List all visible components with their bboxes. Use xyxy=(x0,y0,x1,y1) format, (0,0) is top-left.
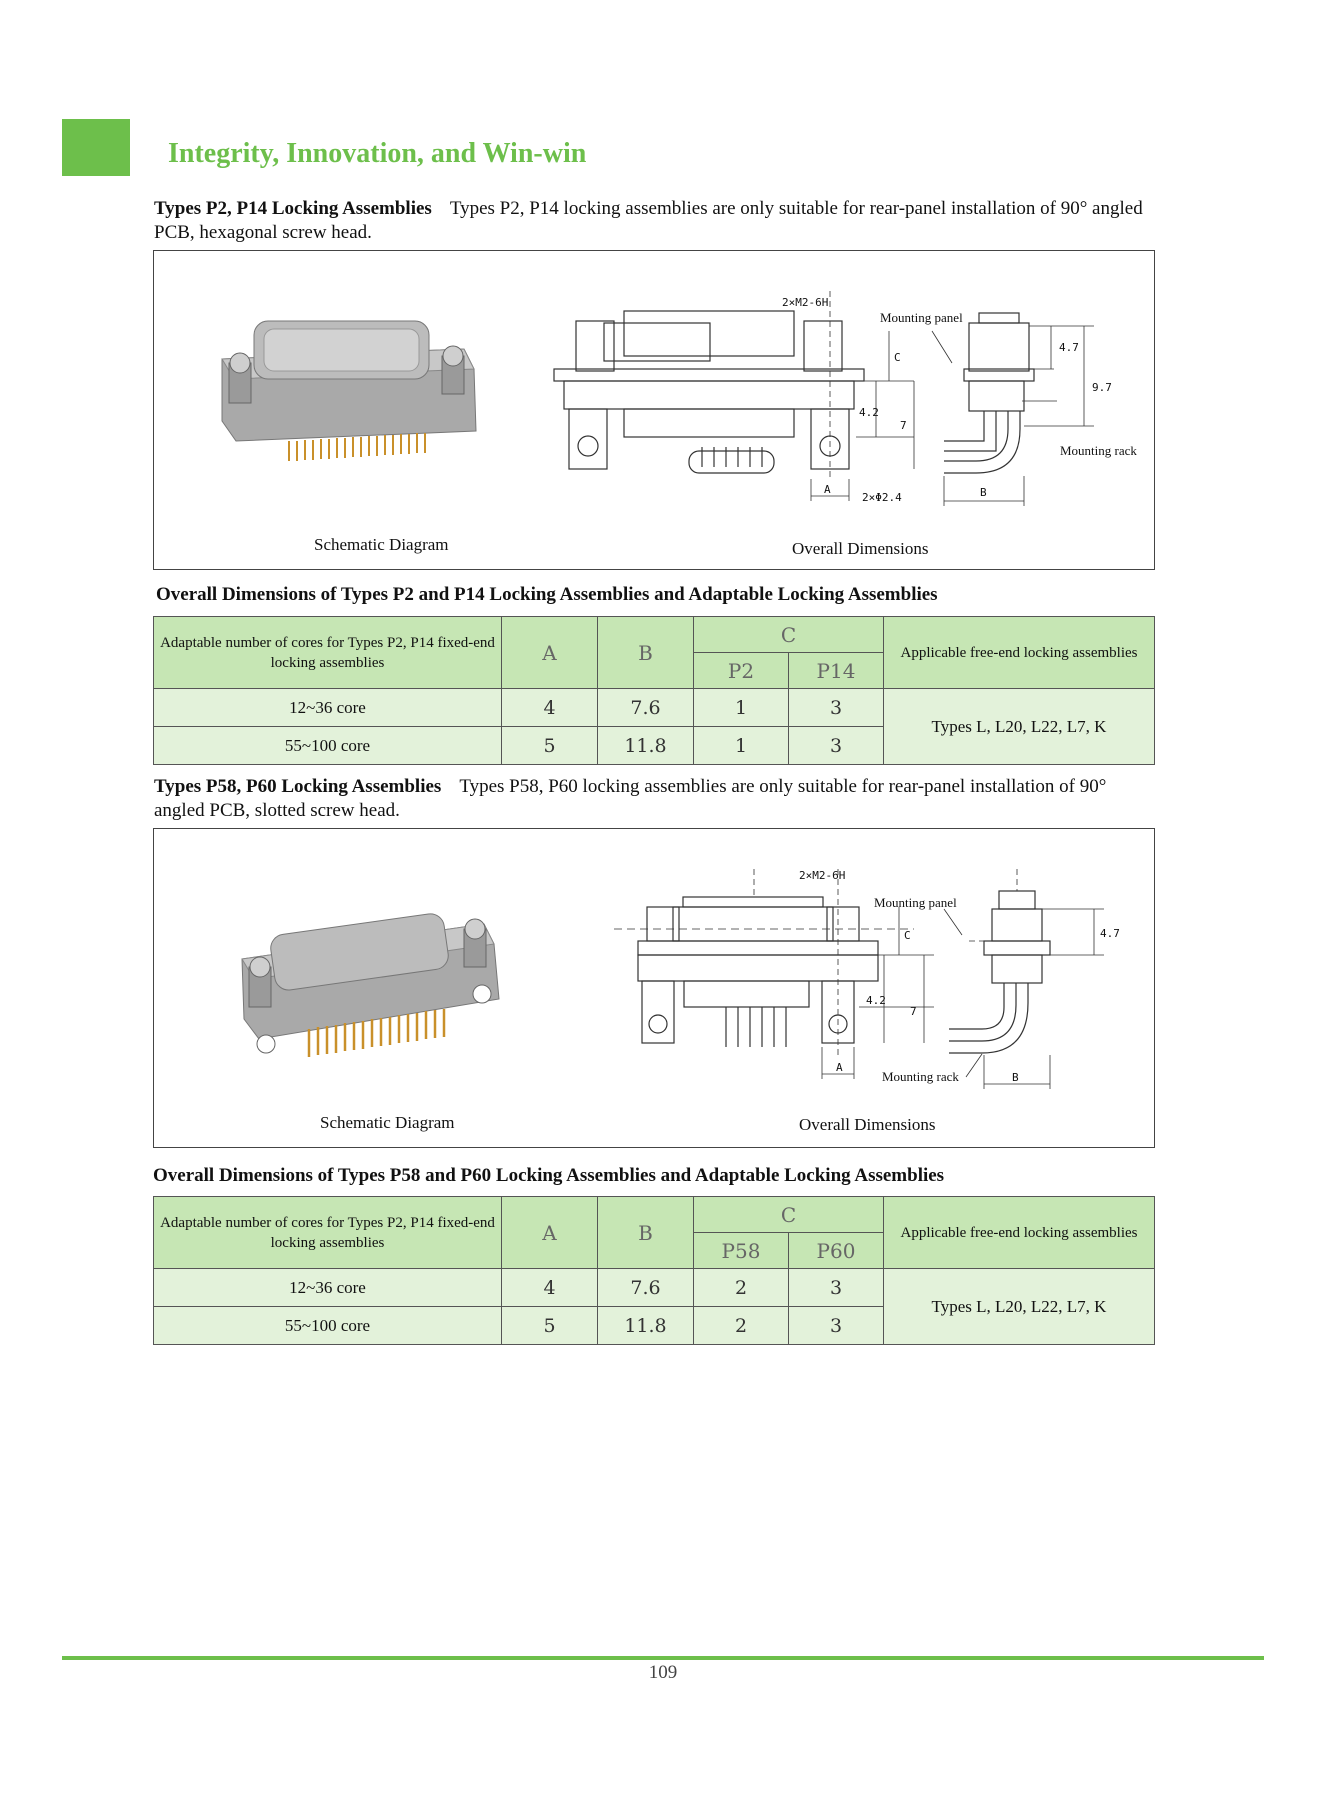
section1-figure xyxy=(153,250,1155,570)
page-header-title: Integrity, Innovation, and Win-win xyxy=(168,138,587,169)
fig2-label-mounting-rack: Mounting rack xyxy=(882,1069,959,1084)
fig1-label-97: 9.7 xyxy=(1092,381,1112,394)
section1-table-title: Overall Dimensions of Types P2 and P14 Locking Assemblies and Adaptable Locking Assemblies xyxy=(156,584,938,605)
section2-intro-text: Types P58, P60 locking assemblies are only suitable for rear-panel installation of 90° angled PCB, slotted screw head. xyxy=(154,776,1107,821)
fig2-caption-dimensions: Overall Dimensions xyxy=(799,1115,936,1134)
fig1-label-mounting-rack: Mounting rack xyxy=(1060,443,1137,458)
table1-row1-c2: 3 xyxy=(789,689,884,727)
fig1-label-a: A xyxy=(824,483,831,496)
table2-row2-c2: 3 xyxy=(789,1307,884,1345)
table1-header-c: C xyxy=(694,617,884,653)
table2-row1-cores: 12~36 core xyxy=(154,1269,502,1307)
fig2-label-47: 4.7 xyxy=(1100,927,1120,940)
table1-row1-b: 7.6 xyxy=(598,689,694,727)
fig2-label-c: C xyxy=(904,929,911,942)
table2-row2-c1: 2 xyxy=(694,1307,789,1345)
section2-intro-title: Types P58, P60 Locking Assemblies xyxy=(154,776,442,797)
table2-header-c2: P60 xyxy=(789,1233,884,1269)
table2-header-a: A xyxy=(502,1197,598,1269)
fig1-label-mounting-panel: Mounting panel xyxy=(880,310,963,325)
table1-row2-b: 11.8 xyxy=(598,727,694,765)
fig1-label-c: C xyxy=(894,351,901,364)
table1-header-c2: P14 xyxy=(789,653,884,689)
table1-row1-cores: 12~36 core xyxy=(154,689,502,727)
fig2-label-42: 4.2 xyxy=(866,994,886,1007)
table1-header-free: Applicable free-end locking assemblies xyxy=(884,617,1155,689)
table2-row1-c2: 3 xyxy=(789,1269,884,1307)
table1-row2-c1: 1 xyxy=(694,727,789,765)
table2-free-end: Types L, L20, L22, L7, K xyxy=(884,1269,1155,1345)
table1-row2-a: 5 xyxy=(502,727,598,765)
section1-figure-drawing xyxy=(154,251,1154,569)
table1-row1-c1: 1 xyxy=(694,689,789,727)
fig1-label-thread: 2×M2-6H xyxy=(782,296,829,309)
connector-illustration xyxy=(222,321,476,461)
fig2-label-7: 7 xyxy=(910,1005,917,1018)
connector-illustration-2 xyxy=(242,912,499,1057)
fig1-label-b: B xyxy=(980,486,987,499)
section1-dimensions-table xyxy=(153,616,1155,765)
section2-dimensions-table xyxy=(153,1196,1155,1345)
header-green-block xyxy=(62,119,130,176)
table2-header-c: C xyxy=(694,1197,884,1233)
fig1-label-47: 4.7 xyxy=(1059,341,1079,354)
table2-header-c1: P58 xyxy=(694,1233,789,1269)
fig2-label-b: B xyxy=(1012,1071,1019,1084)
section2-figure-drawing xyxy=(154,829,1154,1147)
table2-header-free: Applicable free-end locking assemblies xyxy=(884,1197,1155,1269)
fig2-label-mounting-panel: Mounting panel xyxy=(874,895,957,910)
table1-header-c1: P2 xyxy=(694,653,789,689)
table1-header-b: B xyxy=(598,617,694,689)
table2-row1-c1: 2 xyxy=(694,1269,789,1307)
fig1-caption-schematic: Schematic Diagram xyxy=(314,535,449,554)
fig1-caption-dimensions: Overall Dimensions xyxy=(792,539,929,558)
fig1-label-7: 7 xyxy=(900,419,907,432)
table2-header-cores: Adaptable number of cores for Types P2, P14 fixed-end locking assemblies xyxy=(154,1197,502,1269)
fig2-label-a: A xyxy=(836,1061,843,1074)
section1-intro-title: Types P2, P14 Locking Assemblies xyxy=(154,198,432,219)
table1-free-end: Types L, L20, L22, L7, K xyxy=(884,689,1155,765)
table2-row1-b: 7.6 xyxy=(598,1269,694,1307)
table-row xyxy=(154,1269,1155,1307)
fig2-label-thread: 2×M2-6H xyxy=(799,869,846,882)
table2-header-b: B xyxy=(598,1197,694,1269)
footer-divider xyxy=(62,1656,1264,1660)
table1-row2-cores: 55~100 core xyxy=(154,727,502,765)
fig1-label-42: 4.2 xyxy=(859,406,879,419)
section1-intro-text: Types P2, P14 locking assemblies are only suitable for rear-panel installation of 90° angled PCB, hexagonal screw head. xyxy=(154,198,1143,243)
section2-table-title: Overall Dimensions of Types P58 and P60 Locking Assemblies and Adaptable Locking Assemblies xyxy=(153,1165,945,1186)
section1-intro xyxy=(154,197,1154,245)
fig1-label-holes: 2×Φ2.4 xyxy=(862,491,902,504)
front-view-drawing xyxy=(554,291,914,501)
section2-figure xyxy=(153,828,1155,1148)
table1-row2-c2: 3 xyxy=(789,727,884,765)
page-number: 109 xyxy=(648,1662,678,1683)
table2-row1-a: 4 xyxy=(502,1269,598,1307)
table2-row2-a: 5 xyxy=(502,1307,598,1345)
table2-row2-b: 11.8 xyxy=(598,1307,694,1345)
table1-header-a: A xyxy=(502,617,598,689)
section2-intro xyxy=(154,775,1154,823)
table-row xyxy=(154,689,1155,727)
table2-row2-cores: 55~100 core xyxy=(154,1307,502,1345)
table1-row1-a: 4 xyxy=(502,689,598,727)
table1-header-cores: Adaptable number of cores for Types P2, P14 fixed-end locking assemblies xyxy=(154,617,502,689)
side-view-drawing-2 xyxy=(944,869,1104,1089)
fig2-caption-schematic: Schematic Diagram xyxy=(320,1113,455,1132)
